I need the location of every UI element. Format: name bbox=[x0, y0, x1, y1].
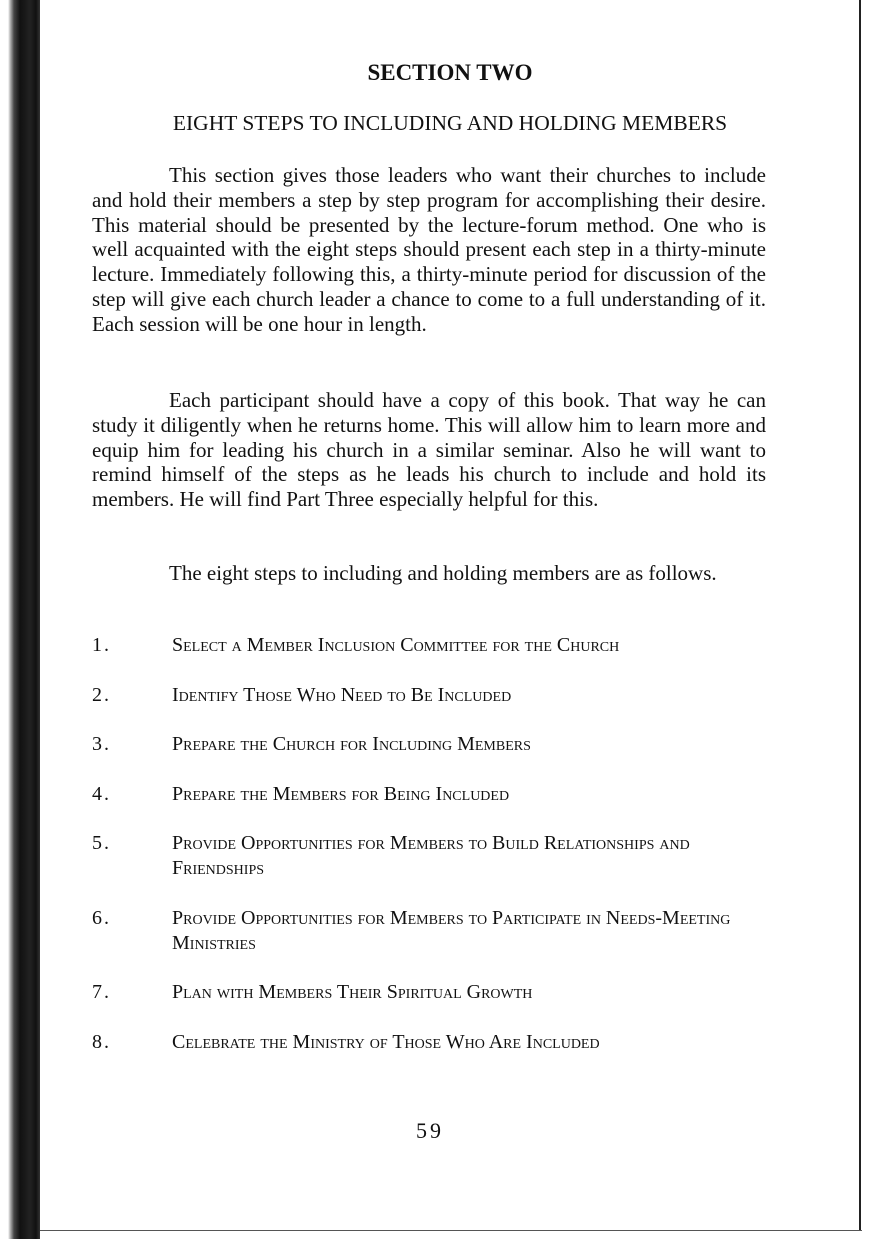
step-text: Plan with Members Their Spiritual Growth bbox=[172, 981, 533, 1003]
step-number: 8. bbox=[92, 1030, 111, 1053]
list-item bbox=[92, 633, 772, 658]
step-number: 2. bbox=[92, 683, 111, 706]
step-number: 5. bbox=[92, 832, 111, 854]
step-text: Identify Those Who Need to Be Included bbox=[172, 683, 512, 706]
list-item bbox=[92, 1030, 772, 1055]
scan-margin-right bbox=[861, 0, 872, 1239]
list-item bbox=[92, 683, 772, 708]
section-title: SECTION TWO bbox=[367, 60, 533, 85]
step-text: Select a Member Inclusion Committee for the Church bbox=[172, 634, 620, 656]
scan-edge-left bbox=[0, 0, 40, 1239]
step-text: Provide Opportunities for Members to Participate in Needs-Meeting Ministries bbox=[172, 906, 731, 954]
paragraph-participants: Each participant should have a copy of this book. That way he can study it diligently when he returns home. This will allow him to learn more and equip him for leading his church in a similar seminar. Also he will want to remind himself of the steps as he leads his church to include and hold its members. He will find Part Three especially helpful for this. bbox=[92, 388, 766, 512]
page-number: 59 bbox=[416, 1118, 444, 1143]
list-item bbox=[92, 831, 772, 881]
step-number: 3. bbox=[92, 733, 111, 755]
step-number: 6. bbox=[92, 906, 111, 929]
section-subtitle: EIGHT STEPS TO INCLUDING AND HOLDING MEMBERS bbox=[172, 111, 728, 135]
list-item bbox=[92, 732, 772, 757]
scan-edge-bottom bbox=[40, 1230, 862, 1231]
step-text: Prepare the Church for Including Members bbox=[172, 733, 531, 755]
step-number: 4. bbox=[92, 782, 111, 805]
paragraph-steps-intro: The eight steps to including and holding members are as follows. bbox=[169, 561, 717, 585]
list-item bbox=[92, 906, 772, 956]
list-item bbox=[92, 782, 772, 807]
steps-list bbox=[92, 633, 772, 1079]
paragraph-intro: This section gives those leaders who want their churches to include and hold their members a step by step program for accomplishing their desire. This material should be presented by the lecture-forum method. One who is well acquainted with the eight steps should present each step in a thirty-minute lecture. Immediately following this, a thirty-minute period for discussion of the step will give each church leader a chance to come to a full understanding of it. Each session will be one hour in length. bbox=[92, 163, 766, 336]
list-item bbox=[92, 980, 772, 1005]
step-number: 1. bbox=[92, 634, 111, 656]
step-number: 7. bbox=[92, 981, 111, 1003]
step-text: Provide Opportunities for Members to Build Relationships and Friendships bbox=[172, 832, 690, 879]
step-text: Celebrate the Ministry of Those Who Are Included bbox=[172, 1030, 600, 1053]
step-text: Prepare the Members for Being Included bbox=[172, 782, 510, 805]
